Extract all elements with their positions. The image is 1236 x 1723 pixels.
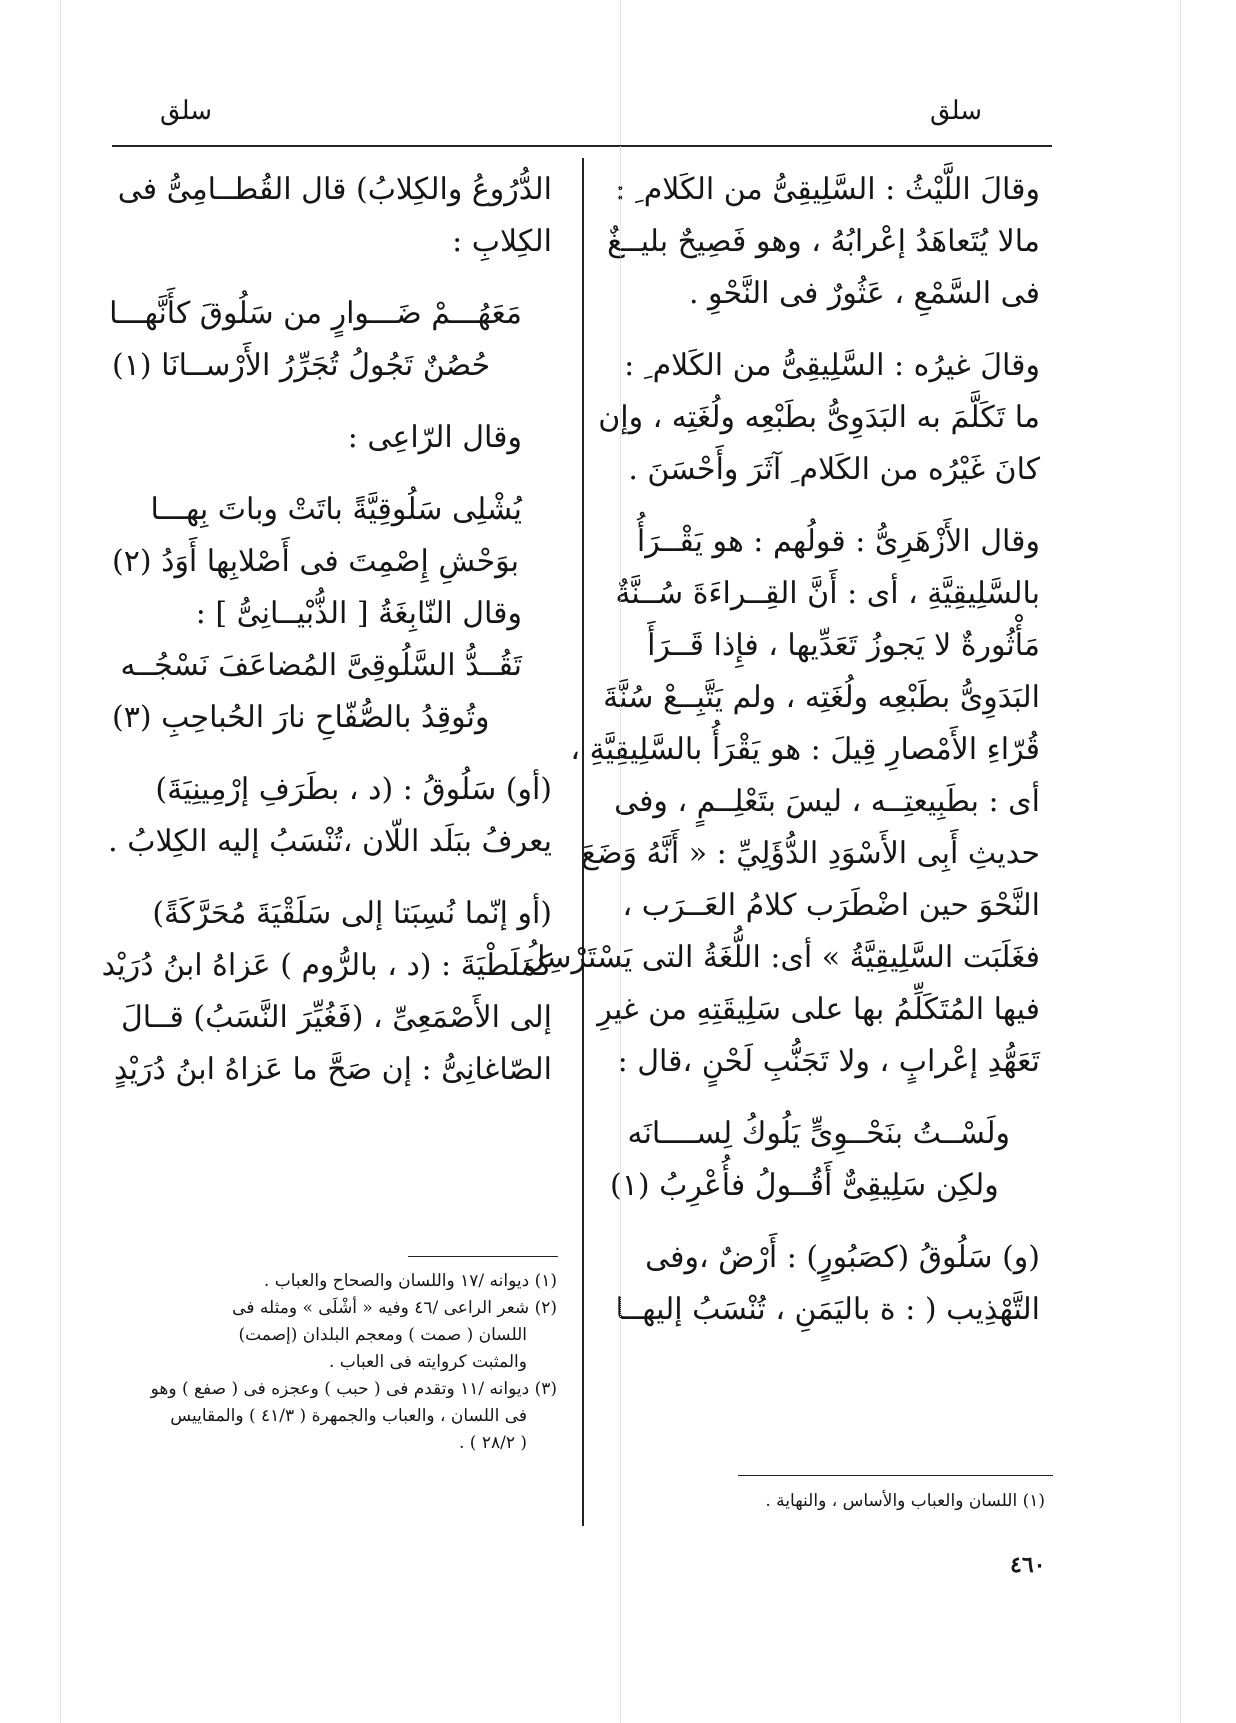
scan-artifact bbox=[60, 0, 61, 1723]
text-line: النَّحْوَ حين اضْطَرَب كلامُ العَــرَب ، bbox=[622, 888, 1040, 923]
footnotes-right bbox=[700, 1488, 1045, 1515]
verse-hemistich: ولَسْــتُ بنَحْــوِىٍّ يَلُوكُ لِســــانَه bbox=[627, 1116, 1010, 1151]
text-line: مَأْثُورةٌ لا يَجوزُ تَعَدِّيها ، فإِذا قَــرَأَ bbox=[647, 628, 1040, 663]
text-line: وقال الرّاعِى : bbox=[347, 420, 522, 455]
footnote-rule-right bbox=[738, 1475, 1053, 1476]
scan-artifact bbox=[620, 0, 621, 1723]
text-line: كمَلَطْيَةَ : (د ، بالرُّوم ) عَزاهُ ابنُ دُرَيْد bbox=[101, 948, 552, 983]
footnote: اللسان ( صمت ) ومعجم البلدان (إصمت) bbox=[238, 1325, 527, 1345]
text-line: (أو إنّما نُسِبَتا إلى سَلَقْيَةَ مُحَرَّكَةً) bbox=[152, 896, 552, 931]
header-rule bbox=[112, 145, 1052, 147]
text-line: الدُّرُوعُ والكِلابُ) قال القُطــامِىُّ فى bbox=[117, 172, 552, 207]
page-number: ٤٦٠ bbox=[1010, 1552, 1046, 1578]
text-line: وقال الأَزْهَرِىُّ : قولُهم : هو يَقْــرَأُ bbox=[636, 524, 1040, 559]
footnote: (١) ديوانه /١٧ واللسان والصحاح والعباب . bbox=[263, 1271, 557, 1291]
verse-hemistich: تَقُــدُّ السَّلُوقِىَّ المُضاعَفَ نَسْجُــه bbox=[120, 648, 522, 683]
text-line: أى : بطَبِيعتِــه ، ليسَ بتَعْلِــمٍ ، وفى bbox=[614, 784, 1040, 819]
footnote: (٣) ديوانه /١١ وتقدم فى ( حبب ) وعجزه فى ( صفع ) وهو bbox=[150, 1379, 557, 1399]
footnote: فى اللسان ، والعباب والجمهرة ( ٤١/٣ ) والمقاييس bbox=[170, 1406, 527, 1426]
verse-hemistich: يُشْلِى سَلُوقِيَّةً باتَتْ وباتَ بِهـــا bbox=[150, 492, 522, 527]
left-column bbox=[101, 164, 552, 1096]
verse-hemistich: مَعَهُـــمْ ضَـــوارٍ من سَلُوقَ كأَنَّهـــا bbox=[109, 296, 522, 331]
verse-hemistich: وتُوقِدُ بالصُّفّاحِ نارَ الحُباحِبِ (٣) bbox=[112, 700, 490, 735]
text-line: التَّهْذِيب ( : ة باليَمَنِ ، تُنْسَبُ إليهــا bbox=[615, 1292, 1040, 1327]
text-line: الكِلابِ : bbox=[452, 224, 552, 259]
text-line: إلى الأَصْمَعِىِّ ، (فَغُيِّرَ النَّسَبُ) قــالَ bbox=[120, 1000, 552, 1035]
text-line: (و) سَلُوقُ (كصَبُورٍ) : أَرْضٌ ،وفى bbox=[645, 1240, 1040, 1275]
running-head-left: سلق bbox=[160, 96, 213, 126]
footnote-rule-left bbox=[408, 1256, 558, 1257]
text-line: مالا يُتَعاهَدُ إعْرابُهُ ، وهو فَصِيحٌ بليــغٌ bbox=[607, 224, 1040, 259]
text-line: قُرّاءِ الأَمْصارِ قِيلَ : هو يَقْرَأُ بالسَّلِيقِيَّةِ ، bbox=[570, 732, 1040, 767]
text-line: وقال النّابِغَةُ [ الذُّبْيــانِىُّ ] : bbox=[195, 596, 522, 631]
footnote: (٢) شعر الراعى /٤٦ وفيه « أشْلَى » ومثله فى bbox=[232, 1298, 557, 1318]
right-column bbox=[523, 164, 1040, 1336]
text-line: وقالَ اللَّيْثُ : السَّلِيقِىُّ من الكَلام ِ : bbox=[615, 172, 1040, 207]
text-line: تَعَهُّدِ إعْرابٍ ، ولا تَجَنُّبِ لَحْنٍ ،قال : bbox=[617, 1044, 1040, 1079]
footnote: (١) اللسان والعباب والأساس ، والنهاية . bbox=[765, 1491, 1045, 1511]
text-line: يعرفُ ببَلَد اللّان ،تُنْسَبُ إليه الكِلابُ . bbox=[108, 824, 552, 859]
footnotes-left bbox=[112, 1268, 557, 1457]
text-line: فغَلَبَت السَّلِيقِيَّةُ » أى: اللُّغَةُ التى يَسْتَرْسِلُ bbox=[523, 940, 1040, 975]
footnote: ( ٢٨/٢ ) . bbox=[458, 1433, 527, 1453]
text-line: كانَ غَيْرُه من الكَلام ِ آثَرَ وأَحْسَنَ . bbox=[628, 452, 1040, 487]
running-head-right: سلق bbox=[930, 96, 983, 126]
verse-hemistich: حُصُنٌ تَجُولُ تُجَرِّرُ الأَرْســانَا (١) bbox=[112, 348, 491, 383]
text-line: بالسَّلِيقِيَّةِ ، أى : أَنَّ القِــراءَةَ سُــنَّةٌ bbox=[615, 576, 1040, 611]
text-line: الصّاغانِىُّ : إن صَحَّ ما عَزاهُ ابنُ دُرَيْدٍ bbox=[113, 1052, 552, 1087]
text-line: البَدَوِىُّ بطَبْعِه ولُغَتِه ، ولم يَتَّبِــعْ سُنَّةَ bbox=[603, 680, 1040, 715]
text-line: (أو) سَلُوقُ : (د ، بطَرَفِ إرْمِينِيَةَ) bbox=[155, 772, 552, 807]
text-line: فيها المُتَكَلِّمُ بها على سَلِيقَتِهِ من غيرِ bbox=[597, 992, 1040, 1027]
text-line: فى السَّمْعِ ، عَثُورٌ فى النَّحْوِ . bbox=[688, 276, 1040, 311]
footnote: والمثبت كروايته فى العباب . bbox=[328, 1352, 527, 1372]
text-line: حديثِ أَبِى الأَسْوَدِ الدُّؤَلِيِّ : « أَنَّهُ وَضَعَ bbox=[581, 836, 1040, 871]
verse-hemistich: بوَحْشِ إِصْمِتَ فى أَصْلابِها أَوَدُ (٢) bbox=[112, 544, 520, 579]
text-line: وقالَ غيرُه : السَّلِيقِىُّ من الكَلام ِ : bbox=[624, 348, 1040, 383]
verse-hemistich: ولكِن سَلِيقِىٌّ أَقُــولُ فأُعْرِبُ (١) bbox=[610, 1168, 999, 1203]
text-line: ما تَكَلَّمَ به البَدَوِىُّ بطَبْعِه ولُغَتِه ، وإن bbox=[598, 400, 1040, 435]
scan-artifact bbox=[1180, 0, 1181, 1723]
